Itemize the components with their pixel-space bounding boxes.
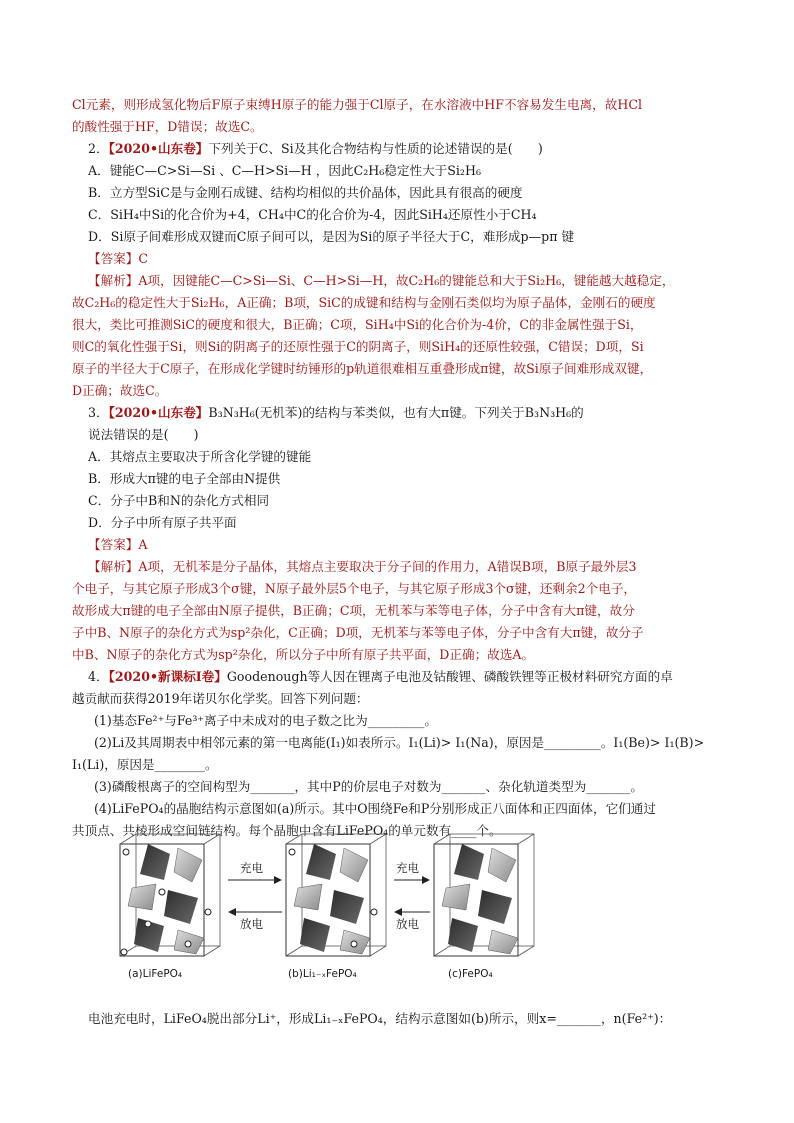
question-stem: B₃N₃H₆(无机苯)的结构与苯类似，也有大π键。下列关于B₃N₃H₆的 [208,405,584,420]
answer-line: 【答案】A [88,537,148,552]
crystal-diagrams [118,832,538,990]
question-number: 4． [88,669,109,684]
caption-b: (b)Li₁₋ₓFePO₄ [288,968,357,980]
caption-a: (a)LiFePO₄ [128,968,183,980]
analysis-line: 【解析】A项，因键能C—C>Si—Si、C—H>Si—H，故C₂H₆的键能总和大于Si₂H₆，键能越大越稳定， [88,273,675,288]
analysis-line: 故形成大π键的电子全部由N原子提供，B正确；C项，无机苯与苯等电子体，分子中含有大π键，故分 [72,603,635,618]
question-stem-cont: 说法错误的是( ) [88,427,199,442]
sub-question-1: (1)基态Fe²⁺与Fe³⁺离子中未成对的电子数之比为_________。 [94,713,438,728]
question-stem: Goodenough等人因在锂离子电池及钴酸锂、磷酸铁锂等正极材料研究方面的卓 [226,669,673,684]
discharge-label-bc: 放电 [396,917,419,931]
analysis-line: 故C₂H₆的稳定性大于Si₂H₆，A正确；B项，SiC的成键和结构与金刚石类似均为原子晶体，金刚石的硬度 [72,295,656,310]
caption-c: (c)FePO₄ [448,968,493,980]
question-number: 3． [88,405,109,420]
analysis-line: 中B、N原子的杂化方式为sp²杂化，所以分子中所有原子共平面，D正确；故选A。 [72,647,535,662]
sub-question-2: (2)Li及其周期表中相邻元素的第一电离能(I₁)如表所示。I₁(Li)> I₁(Na)，原因是_________。I₁(Be)> I₁(B)> [94,735,705,750]
sub-question-2-cont: I₁(Li)，原因是________。 [72,757,218,772]
option-b: B．形成大π键的电子全部由N提供 [88,471,281,486]
sub-question-3: (3)磷酸根离子的空间构型为_______，其中P的价层电子对数为_______、杂化轨道类型为_______。 [94,779,643,794]
cell-a [120,834,220,956]
question-number: 2． [88,141,109,156]
question-4-heading [88,666,673,687]
charge-label-ab: 充电 [240,861,263,875]
option-a: A．键能C—C>Si—Si 、C—H>Si—H ，因此C₂H₆稳定性大于Si₂H₆ [88,163,481,178]
charge-label-bc: 充电 [396,861,419,875]
text-line: Cl元素，则形成氢化物后F原子束缚H原子的能力强于Cl原子，在水溶液中HF不容易发生电离，故HCl [72,97,642,112]
cell-c [434,834,534,956]
sub-question-4-cont: 共顶点、共棱形成空间链结构。每个晶胞中含有LiFePO₄的单元数有____个。 [72,823,502,838]
analysis-line: 则C的氧化性强于Si，则Si的阴离子的还原性强于C的阴离子，则SiH₄的还原性较强，C错误；D项，Si [72,339,644,354]
source-tag: 【2020•山东卷】 [108,141,209,156]
sub-question-4-charging: 电池充电时，LiFeO₄脱出部分Li⁺，形成Li₁₋ₓFePO₄，结构示意图如(b)所示，则x=_______，n(Fe²⁺)： [88,1011,672,1026]
analysis-line: 原子的半径大于C原子，在形成化学键时纺锤形的p轨道很难相互重叠形成π键，故Si原子间难形成双键， [72,361,653,376]
question-stem: 下列关于C、Si及其化合物结构与性质的论述错误的是( ) [208,141,543,156]
question-3-heading [88,402,584,423]
cell-b [286,834,386,956]
option-a: A．其熔点主要取决于所含化学键的键能 [88,449,312,464]
answer-line: 【答案】C [88,251,149,266]
question-stem-cont: 越贡献而获得2019年诺贝尔化学奖。回答下列问题： [72,691,369,706]
crystal-structure-figure [118,832,538,990]
option-c: C．分子中B和N的杂化方式相同 [88,493,270,508]
option-d: D．Si原子间难形成双键而C原子间可以，是因为Si的原子半径大于C，难形成p—pπ 键 [88,229,575,244]
option-d: D．分子中所有原子共平面 [88,515,237,530]
question-2-heading [88,138,543,159]
analysis-line: 子中B、N原子的杂化方式为sp²杂化，C正确；D项，无机苯与苯等电子体，分子中含有大π键，故分子 [72,625,644,640]
source-tag: 【2020•山东卷】 [108,405,209,420]
text-line: 的酸性强于HF，D错误；故选C。 [72,119,263,134]
analysis-line: 【解析】A项，无机苯是分子晶体，其熔点主要取决于分子间的作用力，A错误B项，B原子最外层3 [88,559,637,574]
option-b: B．立方型SiC是与金刚石成键、结构均相似的共价晶体，因此具有很高的硬度 [88,185,523,200]
arrows-ab [228,876,282,916]
option-c: C．SiH₄中Si的化合价为+4，CH₄中C的化合价为-4，因此SiH₄还原性小于CH₄ [88,207,537,222]
arrows-bc [394,876,430,916]
analysis-line: 很大，类比可推测SiC的硬度和很大，B正确；C项，SiH₄中Si的化合价为-4价，C的非金属性强于Si， [72,317,643,332]
sub-question-4: (4)LiFePO₄的晶胞结构示意图如(a)所示。其中O围绕Fe和P分别形成正八面体和正四面体，它们通过 [94,801,656,816]
analysis-line: 个电子，与其它原子形成3个σ键，N原子最外层5个电子，与其它原子形成3个σ键，还剩余2个电子， [72,581,637,596]
discharge-label-ab: 放电 [240,917,263,931]
source-tag: 【2020•新课标Ⅰ卷】 [108,669,227,684]
analysis-line: D正确；故选C。 [72,383,168,398]
